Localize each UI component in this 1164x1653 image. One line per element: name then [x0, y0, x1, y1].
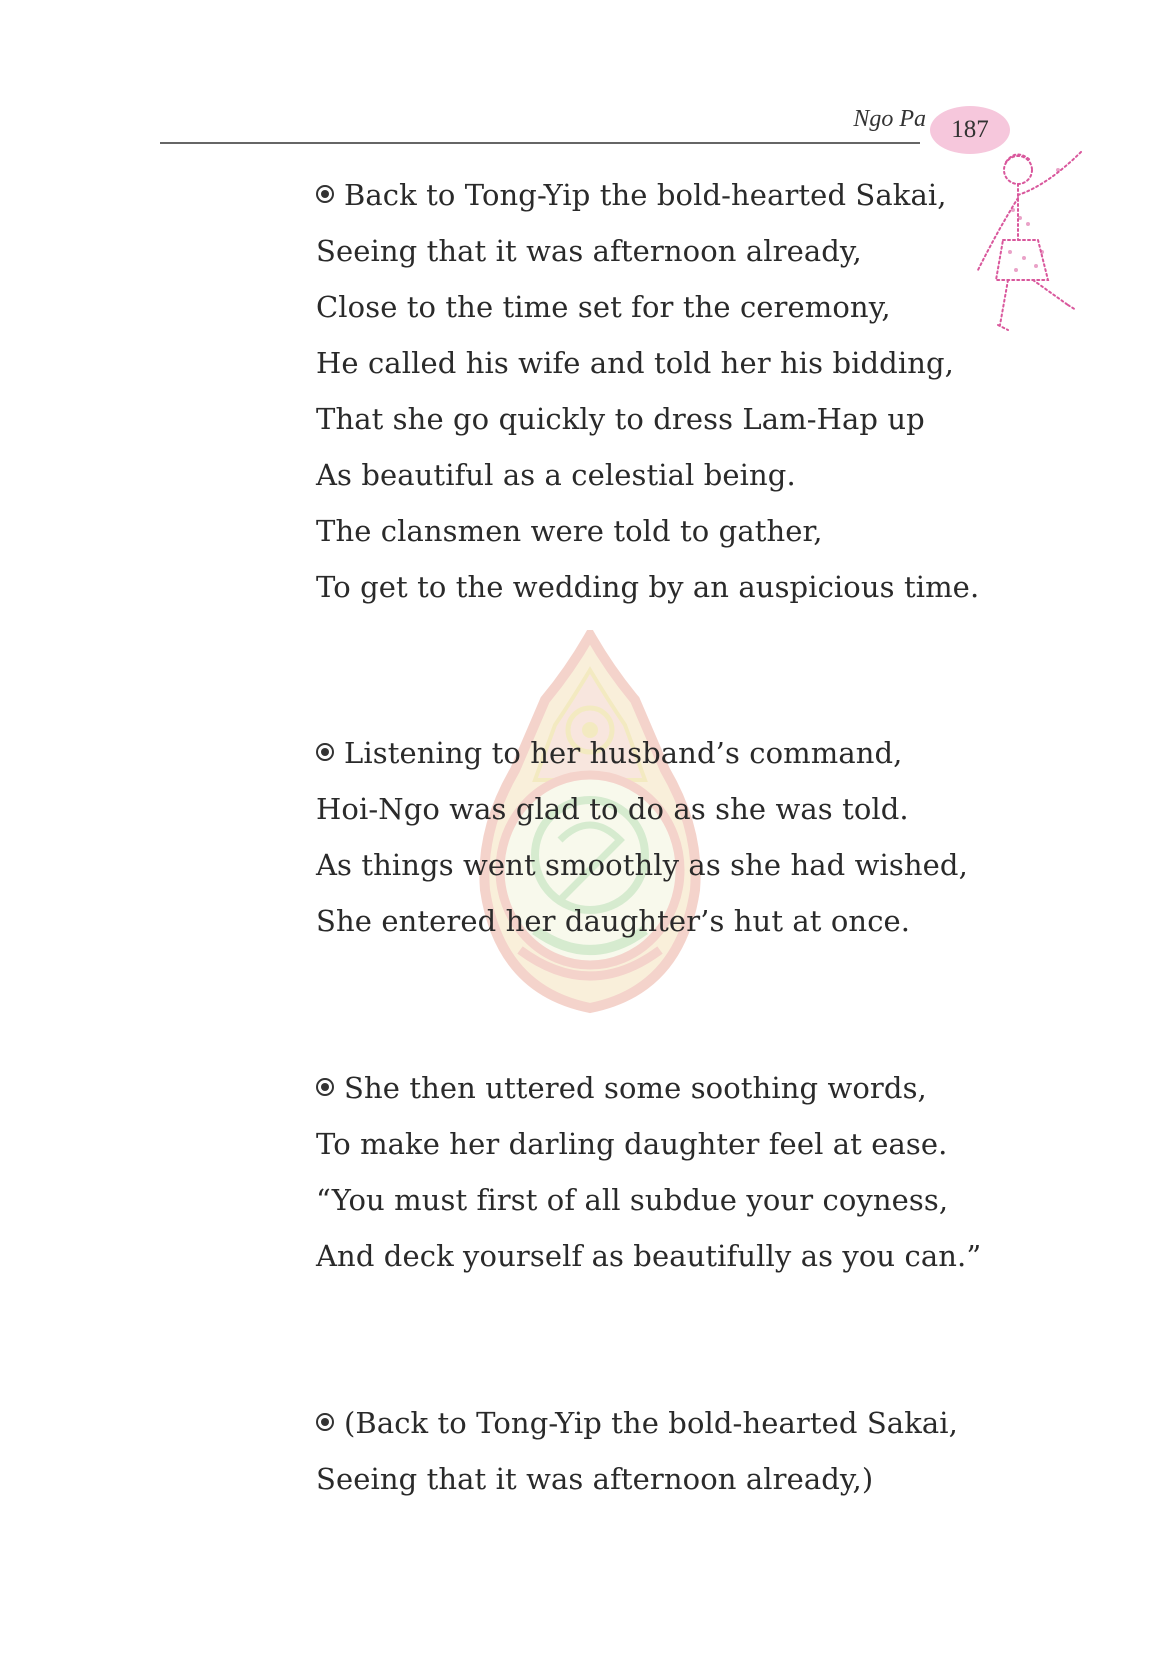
poem-line-text: She then uttered some soothing words, [344, 1071, 927, 1105]
poem-line-text: Listening to her husband’s command, [344, 736, 903, 770]
stanza-bullet-icon [316, 1078, 334, 1096]
running-title: Ngo Pa [853, 106, 926, 132]
poem-line [316, 1395, 958, 1451]
poem-line: “You must first of all subdue your coyness, [316, 1183, 949, 1217]
poem-line: To make her darling daughter feel at ease. [316, 1127, 948, 1161]
stanza-bullet-icon [316, 185, 334, 203]
poem-line: As beautiful as a celestial being. [316, 458, 796, 492]
poem-stanza-1 [316, 167, 979, 615]
poem-line: And deck yourself as beautifully as you can.” [316, 1239, 982, 1273]
poem-line-text: (Back to Tong-Yip the bold-hearted Sakai, [344, 1406, 958, 1440]
poem-line [316, 1060, 981, 1116]
poem-line: To get to the wedding by an auspicious time. [316, 570, 980, 604]
poem-line: As things went smoothly as she had wished, [316, 848, 968, 882]
poem-stanza-4 [316, 1395, 958, 1507]
poem-stanza-2 [316, 725, 968, 949]
poem-line: The clansmen were told to gather, [316, 514, 823, 548]
poem-line-text: Back to Tong-Yip the bold-hearted Sakai, [344, 178, 947, 212]
poem-line: Seeing that it was afternoon already,) [316, 1462, 874, 1496]
poem-line: Seeing that it was afternoon already, [316, 234, 862, 268]
poem-stanza-3 [316, 1060, 981, 1284]
poem-line: Close to the time set for the ceremony, [316, 290, 891, 324]
page-number: 187 [951, 116, 989, 143]
dancer-figure-icon [958, 140, 1128, 350]
poem-line: That she go quickly to dress Lam-Hap up [316, 402, 925, 436]
poem-line [316, 725, 968, 781]
stanza-bullet-icon [316, 743, 334, 761]
stanza-bullet-icon [316, 1413, 334, 1431]
header-rule [160, 142, 920, 144]
poem-line [316, 167, 979, 223]
poem-line: He called his wife and told her his bidding, [316, 346, 954, 380]
poem-line: She entered her daughter’s hut at once. [316, 904, 911, 938]
poem-line: Hoi-Ngo was glad to do as she was told. [316, 792, 909, 826]
